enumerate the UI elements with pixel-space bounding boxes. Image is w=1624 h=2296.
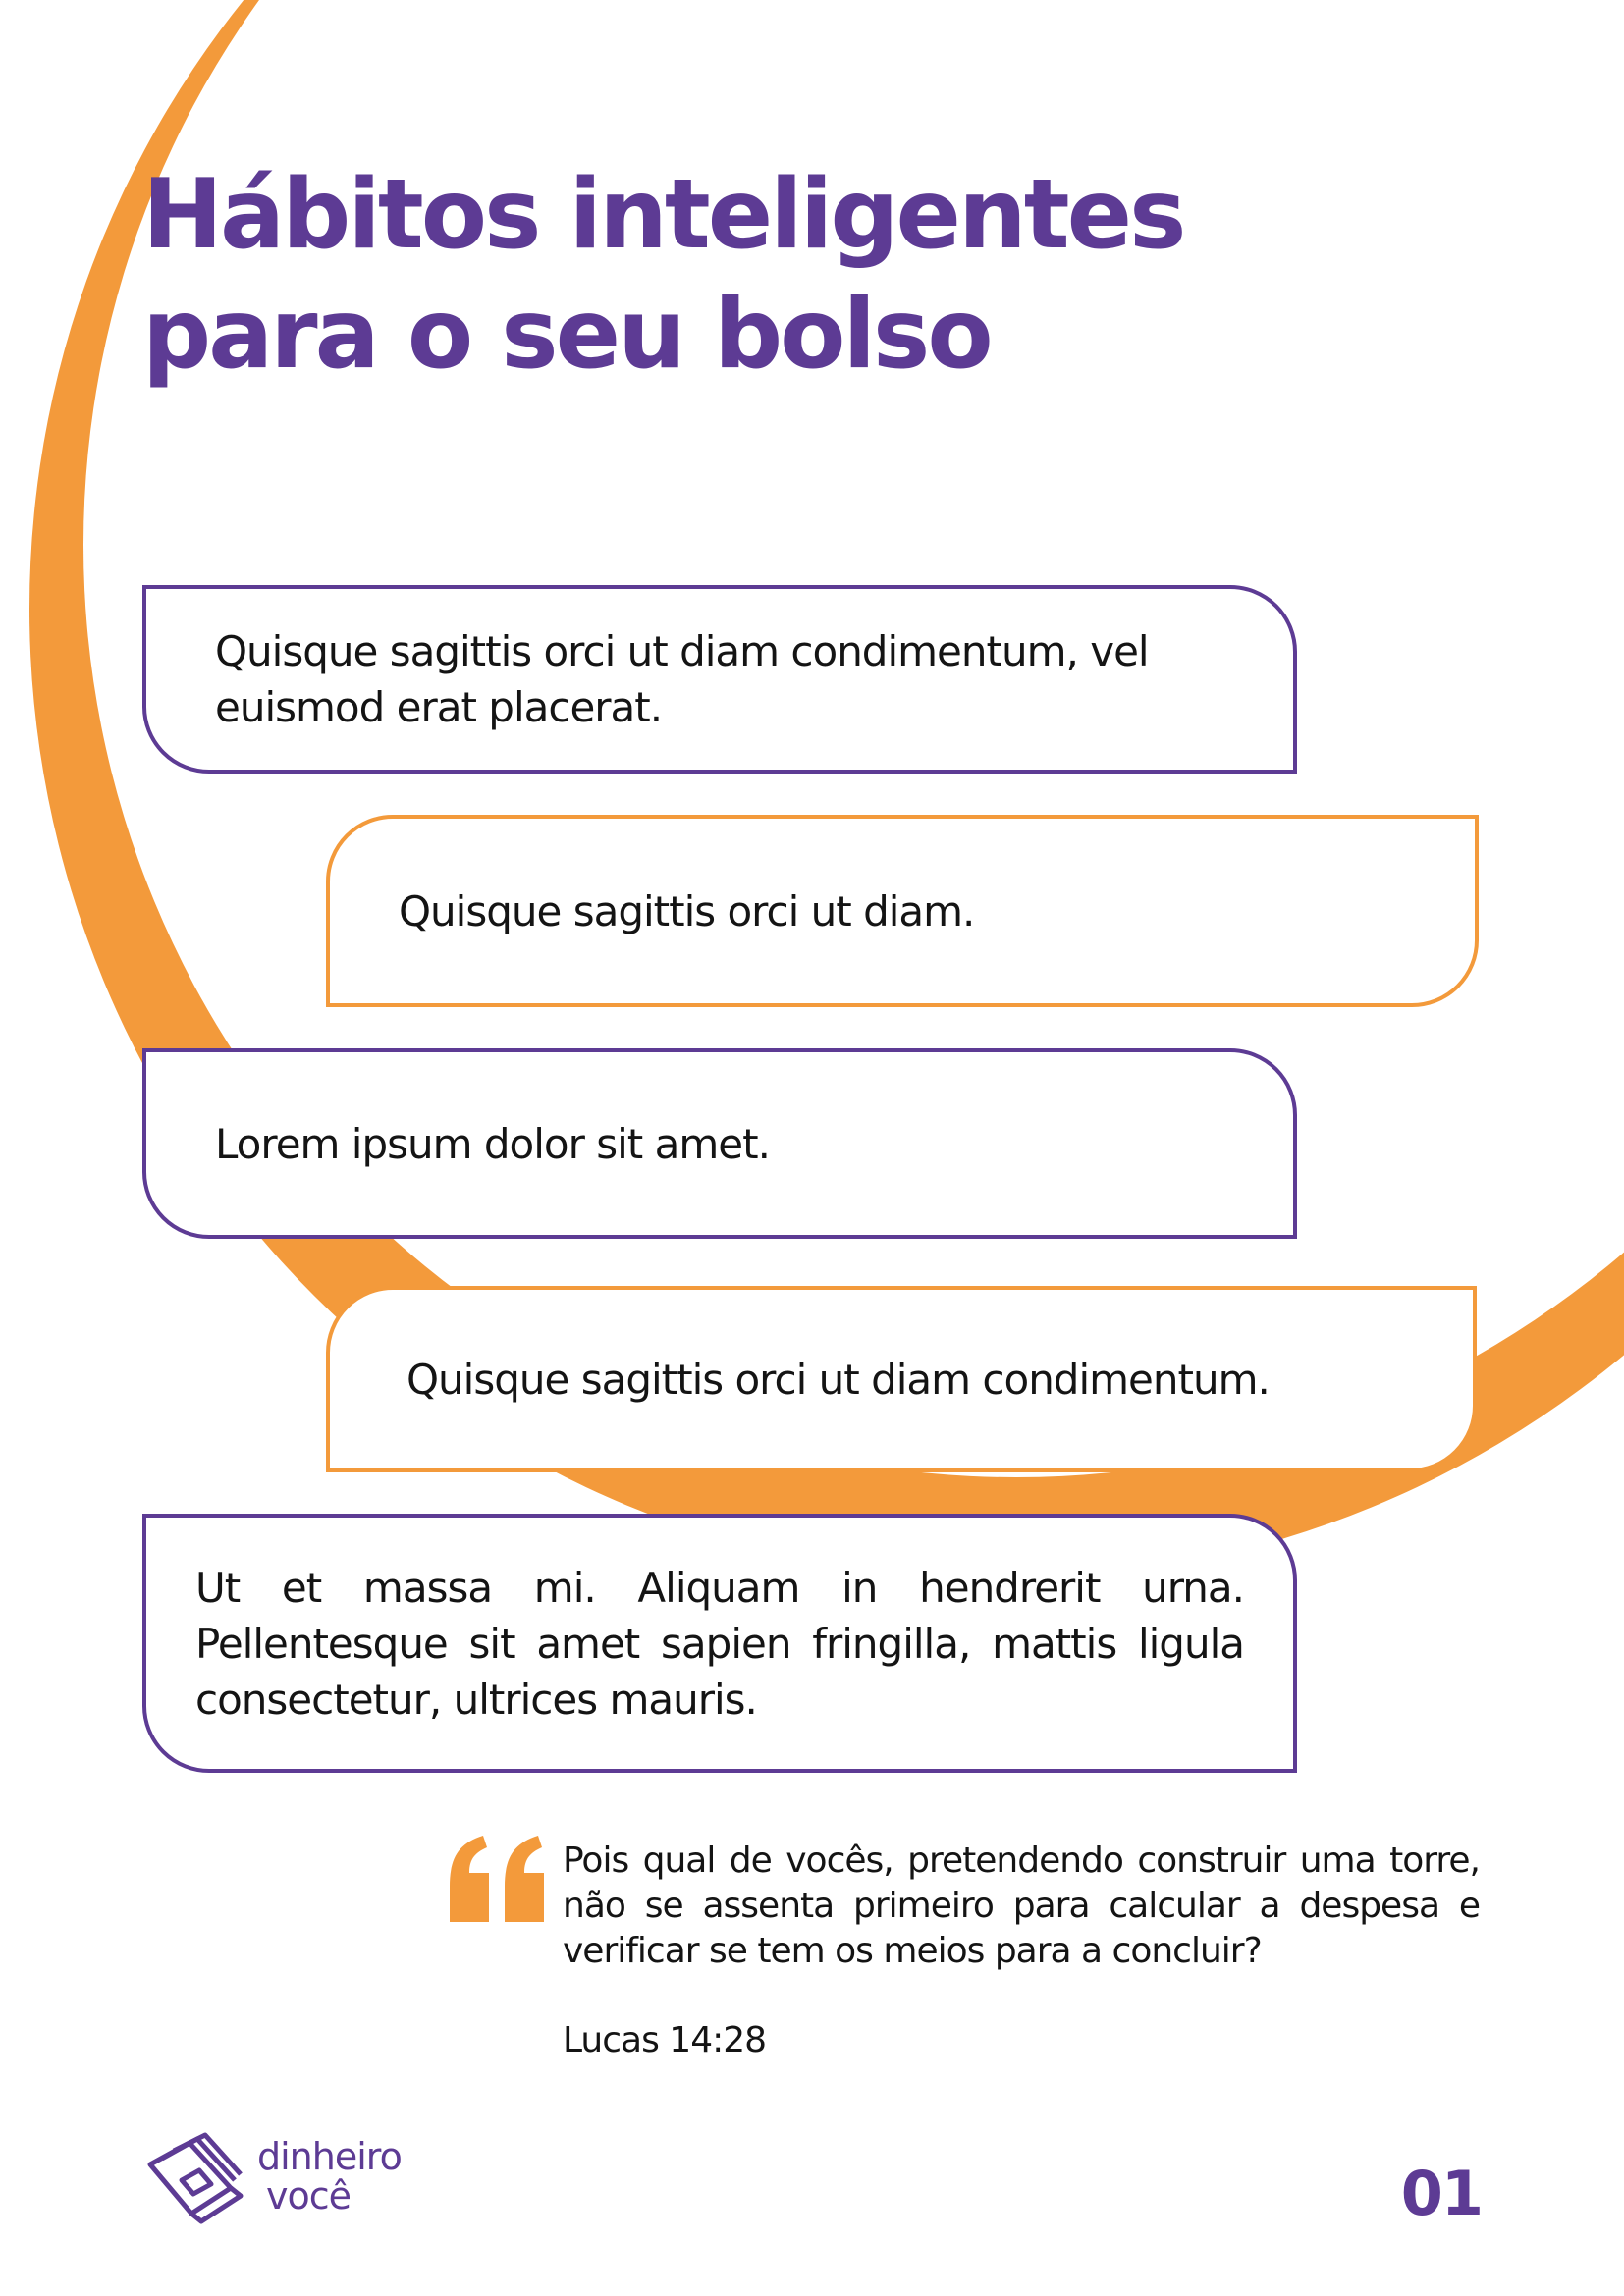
tip-card-2-text: Quisque sagittis orci ut diam.	[399, 886, 975, 935]
bible-quote-text: Pois qual de vocês, pretendendo construir uma torre, não se assenta primeiro para calcular a despesa e verificar se tem os meios para a concluir?	[563, 1841, 1480, 1971]
tip-card-5-text: Ut et massa mi. Aliquam in hendrerit urna. Pellentesque sit amet sapien fringilla, mattis ligula consectetur, ultrices mauris.	[195, 1563, 1244, 1724]
logo-word-voce: você	[266, 2174, 352, 2217]
page-number: 01	[1400, 2158, 1482, 2229]
tip-card-5	[142, 1514, 1297, 1773]
tip-card-2	[326, 815, 1479, 1007]
tip-card-1	[142, 585, 1297, 774]
page-title-line-2: para o seu bolso	[142, 279, 991, 391]
page-title-line-1: Hábitos inteligentes	[142, 159, 1184, 271]
tip-card-4	[326, 1286, 1477, 1472]
bible-quote-reference: Lucas 14:28	[563, 2020, 767, 2060]
tip-card-4-text: Quisque sagittis orci ut diam condimentum.	[406, 1355, 1270, 1404]
tip-card-1-text: Quisque sagittis orci ut diam condimentum, vel euismod erat placerat.	[215, 627, 1149, 731]
tip-card-3	[142, 1048, 1297, 1239]
tip-card-3-text: Lorem ipsum dolor sit amet.	[215, 1119, 770, 1168]
logo-word-dinheiro: dinheiro	[257, 2135, 402, 2178]
brand-logo	[142, 2125, 407, 2233]
money-stack-icon	[142, 2125, 255, 2233]
page-title	[142, 155, 1183, 395]
quote-mark-icon	[444, 1830, 552, 1928]
